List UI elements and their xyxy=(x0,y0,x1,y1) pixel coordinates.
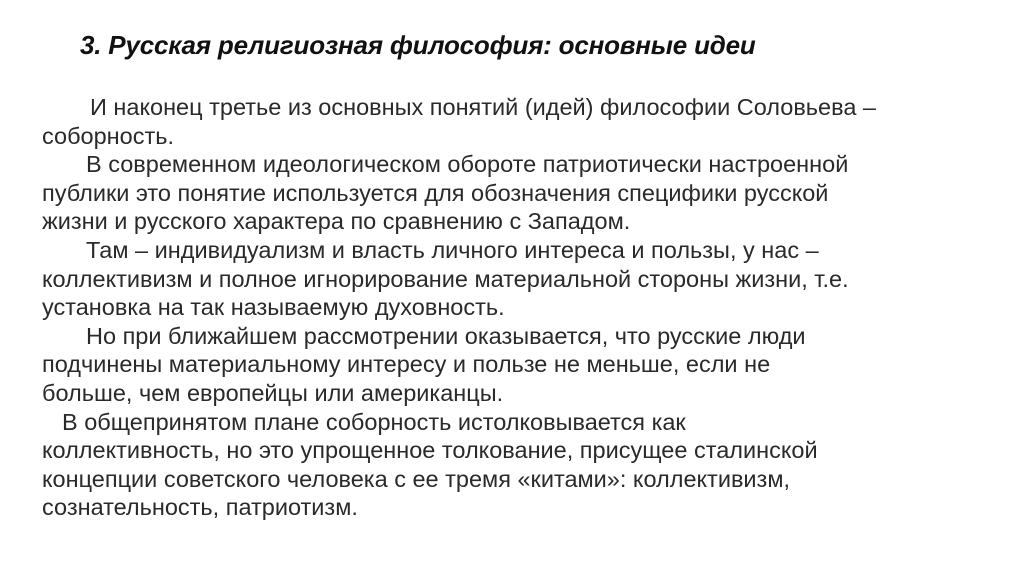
text-line: сознательность, патриотизм. xyxy=(42,494,358,521)
text-line: Там – индивидуализм и власть личного интереса и пользы, у нас – xyxy=(86,236,819,263)
slide-body-text xyxy=(42,93,1002,522)
slide-title: 3. Русская религиозная философия: основные идеи xyxy=(80,30,756,60)
text-line: жизни и русского характера по сравнению с Западом. xyxy=(42,208,631,235)
text-line: концепции советского человека с ее тремя «китами»: коллективизм, xyxy=(42,465,791,492)
text-line: больше, чем европейцы или американцы. xyxy=(42,379,504,406)
text-line: коллективизм и полное игнорирование материальной стороны жизни, т.е. xyxy=(42,265,849,292)
text-line: В общепринятом плане соборность истолковывается как xyxy=(62,408,686,435)
text-line: публики это понятие используется для обозначения специфики русской xyxy=(42,179,829,206)
text-line: подчинены материальному интересу и пользе не меньше, если не xyxy=(42,351,771,378)
text-line: соборность. xyxy=(42,122,175,149)
text-line: установка на так называемую духовность. xyxy=(42,294,505,321)
text-line: И наконец третье из основных понятий (идей) философии Соловьева – xyxy=(90,94,876,120)
text-line: В современном идеологическом обороте патриотически настроенной xyxy=(86,151,849,178)
text-line: коллективность, но это упрощенное толкование, присущее сталинской xyxy=(42,437,818,464)
text-line: Но при ближайшем рассмотрении оказывается, что русские люди xyxy=(86,322,806,349)
